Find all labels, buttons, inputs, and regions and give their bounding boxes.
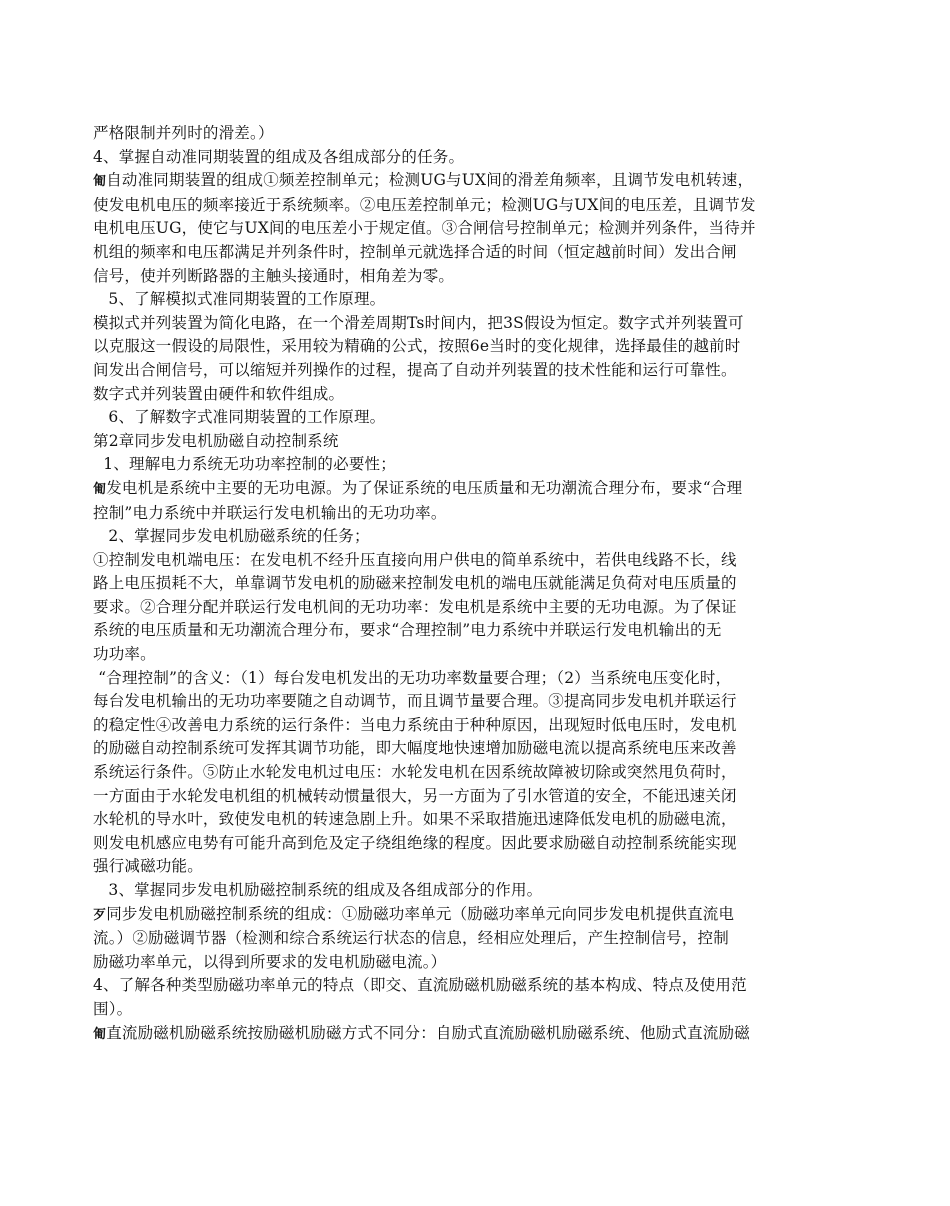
text-line <box>93 1022 863 1047</box>
text-line: 强行减磁功能。 <box>93 857 203 876</box>
text-line <box>93 169 863 194</box>
text-line: 功功率。 <box>93 645 156 664</box>
text-line: 以克服这一假设的局限性，采用较为精确的公式，按照6e当时的变化规律，选择最佳的越前时 <box>93 337 741 356</box>
text-line: 控制”电力系统中并联运行发电机输出的无功功率。 <box>93 503 447 522</box>
text-line: 流。）②励磁调节器（检测和综合系统运行状态的信息，经相应处理后，产生控制信号，控制 <box>93 929 729 948</box>
text-span: 同步发电机励磁控制系统的组成：①励磁功率单元（励磁功率单元向同步发电机提供直流电 <box>106 904 735 923</box>
text-line: ①控制发电机端电压：在发电机不经升压直接向用户供电的简单系统中，若供电线路不长，线 <box>93 550 737 569</box>
text-span: 自动准同期装置的组成①频差控制单元；检测UG与UX间的滑差角频率，且调节发电机转速， <box>106 171 754 190</box>
bullet-glyph: 匍 <box>93 481 107 497</box>
text-line: 6、了解数字式准同期装置的工作原理。 <box>93 408 386 427</box>
text-line: 使发电机电压的频率接近于系统频率。②电压差控制单元；检测UG与UX间的电压差，且调节发 <box>93 195 756 214</box>
text-line: 数字式并列装置由硬件和软件组成。 <box>93 384 345 403</box>
text-line: 要求。②合理分配并联运行发电机间的无功功率：发电机是系统中主要的无功电源。为了保证 <box>93 597 737 616</box>
document-page <box>93 122 863 1046</box>
chapter-heading: 第2章同步发电机励磁自动控制系统 <box>93 431 339 450</box>
text-line: 每台发电机输出的无功功率要随之自动调节，而且调节量要合理。③提高同步发电机并联运行 <box>93 692 737 711</box>
text-line: 围）。 <box>93 999 133 1018</box>
text-line: 5、了解模拟式准同期装置的工作原理。 <box>93 290 386 309</box>
text-line: 间发出合闸信号，可以缩短并列操作的过程，提高了自动并列装置的技术性能和运行可靠性。 <box>93 360 737 379</box>
text-line: 励磁功率单元，以得到所要求的发电机励磁电流。） <box>93 952 447 971</box>
text-line: 的励磁自动控制系统可发挥其调节功能，即大幅度地快速增加励磁电流以提高系统电压来改善 <box>93 739 737 758</box>
text-line <box>93 477 863 502</box>
text-line: 则发电机感应电势有可能升高到危及定子绕组绝缘的程度。因此要求励磁自动控制系统能实现 <box>93 833 737 852</box>
text-line: 一方面由于水轮发电机组的机械转动惯量很大，另一方面为了引水管道的安全，不能迅速关闭 <box>93 786 737 805</box>
text-line: 模拟式并列装置为简化电路，在一个滑差周期Ts时间内，把3S假设为恒定。数字式并列装置可 <box>93 313 744 332</box>
text-line: 的稳定性④改善电力系统的运行条件：当电力系统由于种种原因，出现短时低电压时，发电机 <box>93 715 737 734</box>
text-line <box>93 903 863 928</box>
text-span: 发电机是系统中主要的无功电源。为了保证系统的电压质量和无功潮流合理分布，要求“合理 <box>106 478 743 497</box>
bullet-glyph: 歹 <box>93 907 107 923</box>
text-line: 系统运行条件。⑤防止水轮发电机过电压：水轮发电机在因系统故障被切除或突然甩负荷时， <box>93 763 737 782</box>
text-line: 4、了解各种类型励磁功率单元的特点（即交、直流励磁机励磁系统的基本构成、特点及使用范 <box>93 976 747 995</box>
text-line: 机组的频率和电压都满足并列条件时，控制单元就选择合适的时间（恒定越前时间）发出合闸 <box>93 242 737 261</box>
text-line: 3、掌握同步发电机励磁控制系统的组成及各组成部分的作用。 <box>93 881 543 899</box>
text-line: 电机电压UG，使它与UX间的电压差小于规定值。③合闸信号控制单元；检测并列条件，当待并 <box>93 219 756 238</box>
text-line: 水轮机的导水叶，致使发电机的转速急剧上升。如果不采取措施迅速降低发电机的励磁电流， <box>93 810 737 829</box>
text-span: 直流励磁机励磁系统按励磁机励磁方式不同分：自励式直流励磁机励磁系统、他励式直流励磁 <box>106 1023 750 1042</box>
text-line: 2、掌握同步发电机励磁系统的任务； <box>93 527 370 546</box>
text-line: “合理控制”的含义：（1）每台发电机发出的无功功率数量要合理；（2）当系统电压变化时， <box>93 668 732 687</box>
text-line: 系统的电压质量和无功潮流合理分布，要求“合理控制”电力系统中并联运行发电机输出的无 <box>93 621 722 640</box>
bullet-glyph: 匍 <box>93 1026 107 1042</box>
text-line: 严格限制并列时的滑差。） <box>93 124 274 142</box>
text-line: 1、理解电力系统无功功率控制的必要性； <box>93 455 396 474</box>
text-line: 4、掌握自动准同期装置的组成及各组成部分的任务。 <box>93 147 465 166</box>
text-line: 信号，使并列断路器的主触头接通时，相角差为零。 <box>93 266 455 285</box>
bullet-glyph: 匍 <box>93 174 107 190</box>
text-line: 路上电压损耗不大，单靠调节发电机的励磁来控制发电机的端电压就能满足负荷对电压质量的 <box>93 574 737 593</box>
